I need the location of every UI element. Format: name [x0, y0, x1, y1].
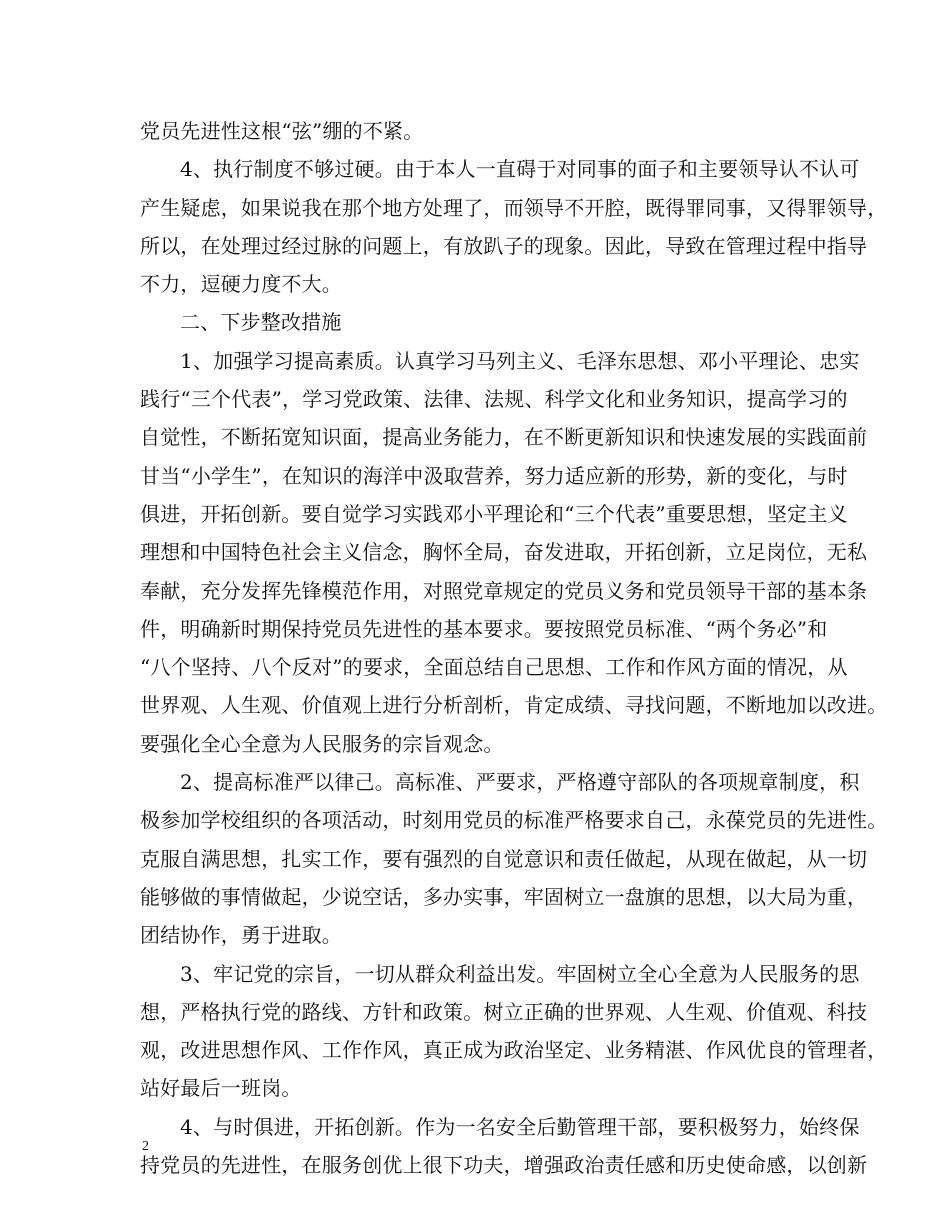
- text-line: 甘当“小学生”，在知识的海洋中汲取营养，努力适应新的形势，新的变化，与时: [140, 463, 848, 488]
- text-line: 践行“三个代表”，学习党政策、法律、法规、科学文化和业务知识，提高学习的: [140, 387, 848, 412]
- text-line: 件，明确新时期保持党员先进性的基本要求。要按照党员标准、“两个务必”和: [140, 616, 828, 641]
- text-line: 1、加强学习提高素质。认真学习马列主义、毛泽东思想、邓小平理论、忠实: [180, 348, 860, 373]
- text-line: 3、牢记党的宗旨，一切从群众利益出发。牢固树立全心全意为人民服务的思: [180, 961, 860, 986]
- text-line: 俱进，开拓创新。要自觉学习实践邓小平理论和“三个代表”重要思想，坚定主义: [140, 501, 848, 526]
- text-line: 要强化全心全意为人民服务的宗旨观念。: [140, 731, 504, 756]
- text-line: “八个坚持、八个反对”的要求，全面总结自己思想、工作和作风方面的情况，从: [140, 655, 848, 680]
- document-body: [140, 112, 888, 1184]
- text-line: 团结协作，勇于进取。: [140, 923, 342, 948]
- text-line: 持党员的先进性，在服务创优上很下功夫，增强政治责任感和历史使命感，以创新: [140, 1153, 868, 1178]
- text-line: 想，严格执行党的路线、方针和政策。树立正确的世界观、人生观、价值观、科技: [140, 999, 868, 1024]
- text-line: 不力，逗硬力度不大。: [140, 272, 342, 297]
- text-line: 党员先进性这根“弦”绷的不紧。: [140, 119, 424, 143]
- text-line: 所以，在处理过经过脉的问题上，有放趴子的现象。因此，导致在管理过程中指导: [140, 233, 868, 258]
- text-line: 奉献，充分发挥先锋模范作用，对照党章规定的党员义务和党员领导干部的基本条: [140, 578, 868, 603]
- text-line: 4、与时俱进，开拓创新。作为一名安全后勤管理干部，要积极努力，始终保: [180, 1114, 860, 1139]
- text-line: 观，改进思想作风、工作作风，真正成为政治坚定、业务精湛、作风优良的管理者，: [140, 1038, 888, 1063]
- text-line: 能够做的事情做起，少说空话，多办实事，牢固树立一盘旗的思想，以大局为重，: [140, 884, 868, 909]
- text-line: 2、提高标准严以律己。高标准、严要求，严格遵守部队的各项规章制度，积: [180, 770, 860, 795]
- text-line: 克服自满思想，扎实工作，要有强烈的自觉意识和责任做起，从现在做起，从一切: [140, 846, 868, 871]
- page-number: 2: [142, 1139, 149, 1154]
- text-line: 理想和中国特色社会主义信念，胸怀全局，奋发进取，开拓创新，立足岗位，无私: [140, 540, 868, 565]
- text-line: 自觉性，不断拓宽知识面，提高业务能力，在不断更新知识和快速发展的实践面前: [140, 425, 868, 450]
- text-line: 产生疑虑，如果说我在那个地方处理了，而领导不开腔，既得罪同事，又得罪领导，: [140, 195, 888, 220]
- text-line: 站好最后一班岗。: [140, 1076, 302, 1101]
- text-line: 世界观、人生观、价值观上进行分析剖析，肯定成绩、寻找问题，不断地加以改进。: [140, 693, 888, 718]
- text-line: 二、下步整改措施: [180, 310, 342, 335]
- text-line: 4、执行制度不够过硬。由于本人一直碍于对同事的面子和主要领导认不认可: [180, 157, 860, 182]
- text-line: 极参加学校组织的各项活动，时刻用党员的标准严格要求自己，永葆党员的先进性。: [140, 808, 888, 833]
